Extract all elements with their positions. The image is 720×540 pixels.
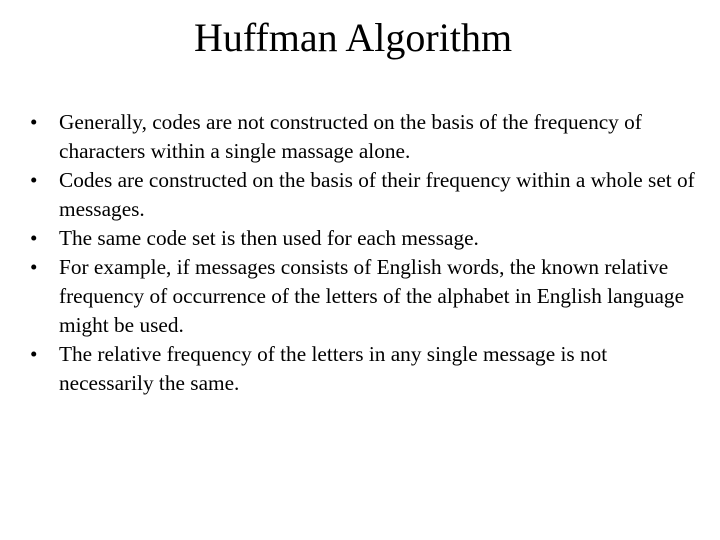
slide-title: Huffman Algorithm — [193, 15, 513, 60]
bullet-text: For example, if messages consists of English words, the known relative frequency of occurrence of the letters of the alphabet in English language might be used. — [59, 255, 685, 337]
bullet-text: The same code set is then used for each message. — [59, 226, 479, 250]
bullet-text: The relative frequency of the letters in any single message is not necessarily the same. — [59, 342, 608, 395]
bullet-item-same-code-set — [30, 224, 705, 253]
bullet-item-for-example — [30, 253, 705, 340]
bullet-item-generally — [30, 108, 705, 166]
bullet-text: Codes are constructed on the basis of their frequency within a whole set of messages. — [59, 168, 695, 221]
bullet-item-relative-frequency — [30, 340, 705, 398]
bullet-icon: • — [30, 226, 38, 250]
bullet-icon: • — [30, 168, 38, 192]
bullet-list — [30, 108, 705, 398]
bullet-icon: • — [30, 342, 38, 366]
bullet-item-codes-constructed — [30, 166, 705, 224]
bullet-text: Generally, codes are not constructed on the basis of the frequency of characters within a single massage alone. — [59, 110, 642, 163]
bullet-icon: • — [30, 255, 38, 279]
bullet-icon: • — [30, 110, 38, 134]
